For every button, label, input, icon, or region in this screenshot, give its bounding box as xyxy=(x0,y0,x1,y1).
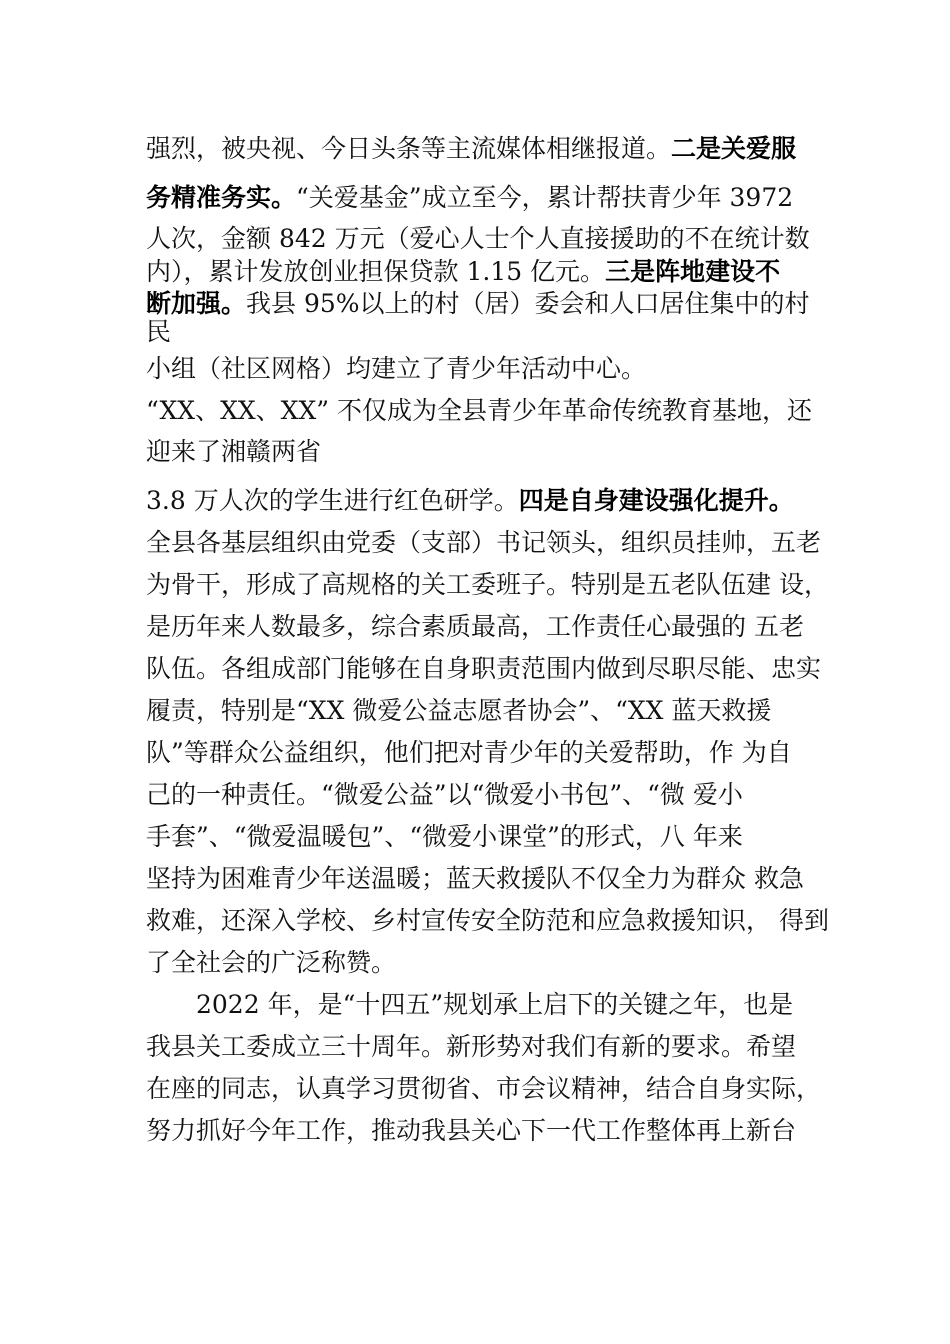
body-text-line xyxy=(146,822,743,852)
text-run: 救难，还深入学校、乡村宣传安全防范和应急救援知识， 得到 xyxy=(146,906,829,935)
body-text-line xyxy=(146,289,810,319)
body-text-line xyxy=(146,696,771,726)
bold-heading-run: 三是阵地建设不 xyxy=(605,257,781,286)
body-text-line xyxy=(146,134,796,164)
body-text-line xyxy=(146,654,821,684)
text-run: 在座的同志，认真学习贯彻省、市会议精神，结合自身实际， xyxy=(146,1074,822,1103)
body-text-line xyxy=(146,396,812,426)
text-run: “XX、XX、XX” 不仅成为全县青少年革命传统教育基地，还 xyxy=(146,396,812,425)
text-run: 3.8 万人次的学生进行红色研学。 xyxy=(146,486,519,515)
text-run: 我县关工委成立三十周年。新形势对我们有新的要求。希望 xyxy=(146,1032,797,1061)
text-run: 全县各基层组织由党委（支部）书记领头，组织员挂帅，五老 xyxy=(146,528,822,557)
text-run: 迎来了湘赣两省 xyxy=(146,437,322,466)
body-text-line xyxy=(146,1116,796,1146)
body-text-line xyxy=(146,612,804,642)
body-text-line xyxy=(146,780,743,810)
body-text-line xyxy=(146,486,794,516)
text-run: 了全社会的广泛称赞。 xyxy=(146,948,397,977)
bold-heading-run: 二是关爱服 xyxy=(671,134,797,163)
body-text-line xyxy=(146,1074,821,1104)
text-run: 小组（社区网格）均建立了青少年活动中心。 xyxy=(146,354,647,383)
text-run: 内），累计发放创业担保贷款 1.15 亿元。 xyxy=(146,257,606,286)
body-text-line xyxy=(146,437,321,467)
text-run: 手套”、“微爱温暖包”、“微爱小课堂”的形式，八 年来 xyxy=(146,822,743,851)
body-text-line xyxy=(146,224,810,254)
text-run: 队伍。各组成部门能够在自身职责范围内做到尽职尽能、忠实 xyxy=(146,654,822,683)
text-run: 履责，特别是“XX 微爱公益志愿者协会”、“XX 蓝天救援 xyxy=(146,696,772,725)
body-text-line xyxy=(146,948,396,978)
text-run: 队”等群众公益组织，他们把对青少年的关爱帮助，作 为自 xyxy=(146,738,792,767)
body-text-line xyxy=(146,570,829,600)
text-run: 我县 95%以上的村（居）委会和人口居住集中的村 xyxy=(246,289,810,318)
paragraph-first-line xyxy=(196,990,793,1020)
text-run: 为骨干，形成了高规格的关工委班子。特别是五老队伍建 设， xyxy=(146,570,829,599)
text-run: 努力抓好今年工作，推动我县关心下一代工作整体再上新台 xyxy=(146,1116,797,1145)
text-run: 强烈，被央视、今日头条等主流媒体相继报道。 xyxy=(146,134,672,163)
body-text-line xyxy=(146,257,780,287)
body-text-line xyxy=(146,354,646,384)
body-text-line xyxy=(146,738,792,768)
text-run: 己的一种责任。“微爱公益”以“微爱小书包”、“微 爱小 xyxy=(146,780,743,809)
text-run: 民 xyxy=(146,317,172,346)
body-text-line xyxy=(146,528,821,558)
body-text-line xyxy=(146,1032,796,1062)
body-text-line xyxy=(146,183,793,213)
body-text-line xyxy=(146,864,804,894)
text-run: 坚持为困难青少年送温暖；蓝天救援队不仅全力为群众 救急 xyxy=(146,864,804,893)
text-run: “关爱基金”成立至今，累计帮扶青少年 3972 xyxy=(296,183,794,212)
body-text-line xyxy=(146,906,829,936)
text-run: 2022 年，是“十四五”规划承上启下的关键之年，也是 xyxy=(196,990,794,1019)
body-text-line xyxy=(146,317,171,347)
text-run: 是历年来人数最多，综合素质最高，工作责任心最强的 五老 xyxy=(146,612,804,641)
text-run: 人次，金额 842 万元（爱心人士个人直接援助的不在统计数 xyxy=(146,224,810,253)
bold-heading-run: 断加强。 xyxy=(146,289,247,318)
bold-heading-run: 务精准务实。 xyxy=(146,183,297,212)
bold-heading-run: 四是自身建设强化提升。 xyxy=(518,486,794,515)
